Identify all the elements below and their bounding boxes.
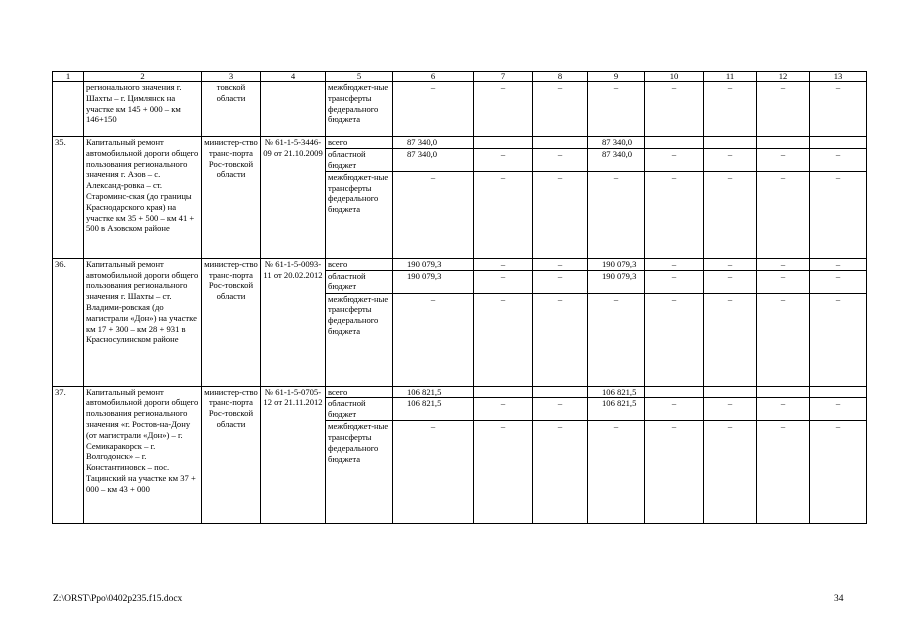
header-cell: 2 [84,72,202,82]
value-cell [533,386,588,398]
value-cell [704,137,757,149]
budget-table [52,71,867,524]
header-cell: 11 [704,72,757,82]
value-cell: 87 340,0 [393,148,474,171]
header-row [53,72,867,82]
value-cell: 87 340,0 [393,137,474,149]
value-cell: 106 821,5 [393,386,474,398]
budget-label: всего [326,258,393,270]
entry-name: Капитальный ремонт автомобильной дороги общего пользования регионального значения г. Азов – с. Александ-ровка – ст. Староминс-ская (до границы Краснодарского края) на участке км 35 + 500 – км 41 + 500 в Азовском районе [84,137,202,259]
table-row [53,137,867,149]
value-cell [757,386,810,398]
entry-number: 36. [53,258,84,386]
value-cell: – [588,82,645,137]
value-cell: – [704,293,757,386]
entry-number: 35. [53,137,84,259]
value-cell: – [704,398,757,421]
value-cell: – [757,270,810,293]
table-row [53,386,867,398]
value-cell [704,386,757,398]
value-cell: – [810,421,867,524]
value-cell: 190 079,3 [588,258,645,270]
value-cell: – [645,293,704,386]
value-cell: 190 079,3 [588,270,645,293]
value-cell: – [533,293,588,386]
budget-label: межбюджет-ные трансферты федерального бюджета [326,293,393,386]
value-cell: – [810,148,867,171]
value-cell: – [393,82,474,137]
value-cell: 106 821,5 [393,398,474,421]
value-cell [474,137,533,149]
table-row [53,258,867,270]
value-cell [810,137,867,149]
value-cell: – [588,293,645,386]
value-cell: – [810,293,867,386]
value-cell [645,137,704,149]
value-cell: – [704,270,757,293]
value-cell: – [588,421,645,524]
value-cell: – [533,258,588,270]
value-cell: – [474,421,533,524]
value-cell: – [810,270,867,293]
budget-label: областной бюджет [326,398,393,421]
header-cell: 1 [53,72,84,82]
value-cell: – [645,258,704,270]
header-cell: 10 [645,72,704,82]
value-cell: – [810,258,867,270]
entry-contract [261,82,326,137]
header-cell: 9 [588,72,645,82]
value-cell: – [704,148,757,171]
value-cell: – [474,148,533,171]
footer-file-path: Z:\ORST\Ppo\0402p235.f15.docx [53,594,183,604]
table-body [53,72,867,524]
value-cell: – [533,148,588,171]
value-cell: – [757,258,810,270]
table-row [53,82,867,137]
value-cell: – [393,293,474,386]
value-cell: – [757,293,810,386]
entry-name: регионального значения г. Шахты – г. Цимлянск на участке км 145 + 000 – км 146+150 [84,82,202,137]
entry-number [53,82,84,137]
value-cell: – [474,258,533,270]
value-cell: – [533,82,588,137]
value-cell: – [645,82,704,137]
value-cell: – [474,270,533,293]
value-cell: – [645,398,704,421]
value-cell: – [757,171,810,258]
value-cell: – [704,258,757,270]
value-cell [533,137,588,149]
budget-label: межбюджет-ные трансферты федерального бюджета [326,171,393,258]
value-cell: – [704,171,757,258]
entry-name: Капитальный ремонт автомобильной дороги общего пользования регионального значения г. Шахты – ст. Владими-ровская (до магистрали «Дон») на участке км 17 + 300 – км 28 + 931 в Красносулинском районе [84,258,202,386]
value-cell: – [810,171,867,258]
header-cell: 6 [393,72,474,82]
value-cell: 87 340,0 [588,148,645,171]
value-cell: – [645,171,704,258]
header-cell: 3 [202,72,261,82]
header-cell: 12 [757,72,810,82]
header-cell: 13 [810,72,867,82]
entry-contract: № 61-1-5-3446-09 от 21.10.2009 [261,137,326,259]
value-cell: – [533,421,588,524]
header-cell: 5 [326,72,393,82]
value-cell: 106 821,5 [588,386,645,398]
entry-contract: № 61-1-5-0093-11 от 20.02.2012 [261,258,326,386]
value-cell: – [757,421,810,524]
entry-name: Капитальный ремонт автомобильной дороги общего пользования регионального значения «г. Ростов-на-Дону (от магистрали «Дон») – г. Семикаракорск – г. Волгодонск» – г. Константиновск – пос. Тацинский на участке км 37 + 000 – км 43 + 000 [84,386,202,524]
value-cell: – [533,171,588,258]
entry-ministry: министер-ство транс-порта Рос-товской области [202,137,261,259]
value-cell: – [810,398,867,421]
value-cell: – [474,82,533,137]
header-cell: 8 [533,72,588,82]
entry-ministry: министер-ство транс-порта Рос-товской области [202,258,261,386]
value-cell: – [810,82,867,137]
value-cell: – [757,398,810,421]
value-cell [757,137,810,149]
value-cell: – [474,293,533,386]
value-cell: – [757,148,810,171]
value-cell: – [533,398,588,421]
value-cell: 190 079,3 [393,258,474,270]
value-cell: 87 340,0 [588,137,645,149]
entry-number: 37. [53,386,84,524]
budget-label: межбюджет-ные трансферты федерального бюджета [326,82,393,137]
budget-label: всего [326,137,393,149]
value-cell: – [588,171,645,258]
value-cell: – [645,270,704,293]
value-cell: 106 821,5 [588,398,645,421]
value-cell: – [704,82,757,137]
value-cell: – [474,398,533,421]
value-cell: – [393,171,474,258]
value-cell: – [704,421,757,524]
entry-ministry: министер-ство транс-порта Рос-товской области [202,386,261,524]
value-cell: – [393,421,474,524]
header-cell: 7 [474,72,533,82]
budget-label: областной бюджет [326,270,393,293]
value-cell: – [474,171,533,258]
header-cell: 4 [261,72,326,82]
value-cell [645,386,704,398]
value-cell: 190 079,3 [393,270,474,293]
budget-label: всего [326,386,393,398]
budget-label: межбюджет-ные трансферты федерального бюджета [326,421,393,524]
value-cell: – [645,148,704,171]
entry-ministry: товской области [202,82,261,137]
value-cell [474,386,533,398]
value-cell: – [757,82,810,137]
value-cell: – [533,270,588,293]
value-cell [810,386,867,398]
entry-contract: № 61-1-5-0705-12 от 21.11.2012 [261,386,326,524]
footer-page-number: 34 [834,594,844,604]
value-cell: – [645,421,704,524]
budget-label: областной бюджет [326,148,393,171]
